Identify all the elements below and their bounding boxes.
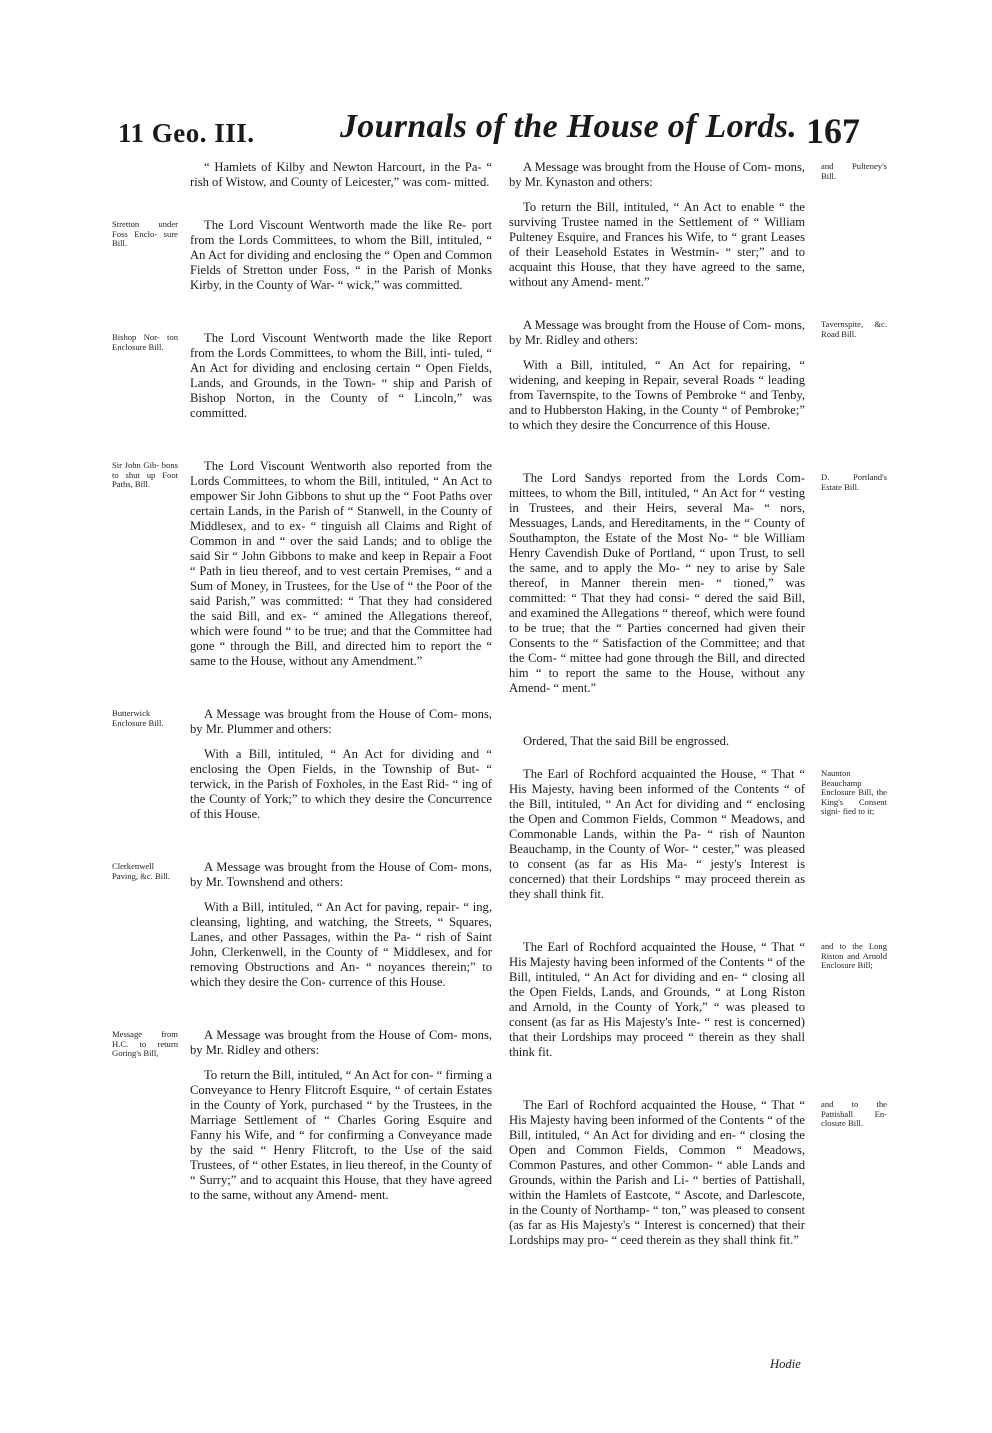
- margin-note: and to the Long Riston and Arnold Enclosure Bill;: [821, 941, 887, 971]
- entry-paragraph: The Earl of Rochford acquainted the House, “ That “ His Majesty having been informed of the Contents “ of the Bill, intituled, “ An Act for dividing and en- “ closing all the Open Fields, Lands, and Grounds, “ at Long Riston and Arnold, in the County of York,” “ was pleased to consent (as far as His Majesty's Inte- “ rest is concerned) that their Lordships may proceed “ therein as they shall think fit.: [509, 940, 805, 1059]
- entry-paragraph: The Lord Viscount Wentworth made the like Report from the Lords Committees, to whom the Bill, inti- tuled, “ An Act for dividing and enclosing certain “ Open Fields, Lands, and Grounds, in the Town- “ ship and Parish of Bishop Norton, in the County of “ Lincoln,” was committed.: [190, 331, 492, 420]
- journal-entry: [509, 734, 805, 749]
- margin-note: Stretton under Foss Enclo- sure Bill.: [112, 219, 178, 249]
- entry-paragraph: With a Bill, intituled, “ An Act for paving, repair- “ ing, cleansing, lighting, and watching, the Streets, “ Squares, Lanes, and other Passages, within the Pa- “ rish of Saint John, Clerkenwell, in the County of “ Middlesex, and for removing Obstructions and An- “ noyances therein;” to which they desire the Con- currence of this House.: [190, 900, 492, 989]
- catchword: Hodie: [770, 1357, 801, 1371]
- entry-paragraph: A Message was brought from the House of Com- mons, by Mr. Ridley and others:: [190, 1028, 492, 1057]
- margin-note: Tavernspite, &c. Road Bill.: [821, 319, 887, 339]
- journal-entry: [509, 1098, 887, 1248]
- entry-paragraph: The Earl of Rochford acquainted the House, “ That “ His Majesty having been informed of the Contents “ of the Bill, intituled, “ An Act for dividing and en- “ closing the Open and Common Fields, Common “ Meadows, Common Pastures, and other Common- “ able Lands and Grounds, within the Parish and Li- “ berties of Pattishall, within the Hamlets of Eastcote, “ Ascote, and Darlescote, in the County of Northamp- “ ton,” was pleased to consent (as far as His Majesty's “ Interest is concerned) that their Lordships may pro- “ ceed therein as they shall think fit.”: [509, 1098, 805, 1247]
- entry-paragraph: A Message was brought from the House of Com- mons, by Mr. Ridley and others:: [509, 318, 805, 347]
- page-number: 167: [806, 111, 860, 151]
- journal-entry: [112, 459, 492, 669]
- running-header: [0, 108, 992, 158]
- entry-paragraph: A Message was brought from the House of Com- mons, by Mr. Plummer and others:: [190, 707, 492, 736]
- margin-note: Naunton Beauchamp Enclosure Bill, the King's Consent signi- fied to it;: [821, 768, 887, 817]
- journal-entry: [112, 860, 492, 990]
- margin-note: Clerkenwell Paving, &c. Bill.: [112, 861, 171, 881]
- journal-title: Journals of the House of Lords.: [340, 108, 798, 145]
- margin-note: Message from H.C. to return Goring's Bill,: [112, 1029, 178, 1059]
- journal-entry: [509, 471, 887, 696]
- journal-entry: [112, 707, 492, 822]
- journal-entry: [190, 160, 492, 190]
- entry-paragraph: The Lord Viscount Wentworth made the like Re- port from the Lords Committees, to whom the Bill, intituled, “ An Act for dividing and enclosing the “ Open and Common Fields of Stretton under Foss, “ in the Parish of Monks Kirby, in the County of War- “ wick,” was committed.: [190, 218, 492, 292]
- entry-paragraph: “ Hamlets of Kilby and Newton Harcourt, in the Pa- “ rish of Wistow, and County of Leicester,” was com- mitted.: [190, 160, 492, 189]
- margin-note: and to the Pattishall En- closure Bill.: [821, 1099, 887, 1129]
- entry-paragraph: The Earl of Rochford acquainted the House, “ That “ His Majesty, having been informed of the Contents “ of the Bill, intituled, “ An Act for dividing and “ enclosing the Open and Common Fields, Common “ Meadows, and Commonable Lands, within the Pa- “ rish of Naunton Beauchamp, in the County of Wor- “ cester,” was pleased to consent (as far as His Ma- “ jesty's Interest is concerned) that their Lordships “ may proceed therein as they shall think fit.: [509, 767, 805, 901]
- entry-paragraph: A Message was brought from the House of Com- mons, by Mr. Kynaston and others:: [509, 160, 805, 189]
- entry-paragraph: A Message was brought from the House of Com- mons, by Mr. Townshend and others:: [190, 860, 492, 889]
- entry-paragraph: To return the Bill, intituled, “ An Act to enable “ the surviving Trustee named in the Settlement of “ William Pulteney Esquire, and Frances his Wife, to “ grant Leases of their Leasehold Estates in Westmin- “ ster;” and to acquaint this House, that they have agreed to the same, without any Amend- ment.”: [509, 200, 805, 289]
- margin-note: and Pulteney's Bill.: [821, 161, 887, 181]
- journal-entry: [112, 331, 492, 421]
- entry-paragraph: The Lord Sandys reported from the Lords Com- mittees, to whom the Bill, intituled, “ An Act for “ vesting in Trustees, and their Heirs, several Ma- “ nors, Messuages, Lands, and Hereditaments, in the “ County of Southampton, the Estate of the Most No- “ ble William Henry Cavendish Duke of Portland, “ upon Trust, to sell the same, and to apply the Mo- “ ney to arise by Sale thereof, in Manner therein men- “ tioned,” was committed: “ That they had consi- “ dered the said Bill, and examined the Allegations “ thereof, which were found to be true; that the “ Parties concerned had given their Consents to the “ Satisfaction of the Committee; and that the Com- “ mittee had gone through the Bill, and directed him “ to report the same to the House, without any Amend- “ ment.”: [509, 471, 805, 695]
- margin-note: Sir John Gib- bons to shut up Foot Paths, Bill.: [112, 460, 178, 490]
- journal-entry: [509, 940, 887, 1060]
- journal-entry: [509, 318, 887, 433]
- margin-note: D. Portland's Estate Bill.: [821, 472, 887, 492]
- entry-paragraph: With a Bill, intituled, “ An Act for dividing and “ enclosing the Open Fields, in the Township of But- “ terwick, in the Parish of Foxholes, in the East Rid- “ ing of the County of York;” to which they desire the Concurrence of this House.: [190, 747, 492, 821]
- right-column: [509, 160, 887, 1258]
- margin-note: Butterwick Enclosure Bill.: [112, 708, 164, 728]
- journal-entry: [112, 1028, 492, 1203]
- entry-paragraph: The Lord Viscount Wentworth also reported from the Lords Committees, to whom the Bill, intituled, “ An Act to empower Sir John Gibbons to shut up the “ Foot Paths over certain Lands, in the Parish of “ Stanwell, in the County of Middlesex, and to ex- “ tinguish all Claims and Right of Common in and “ over the said Lands; and to oblige the said Sir “ John Gibbons to make and keep in Repair a Foot “ Path in lieu thereof, and to vest certain Premises, “ and a Sum of Money, in Trustees, for the Use of “ the Poor of the said Parish,” was committed: “ That they had considered the said Bill, and ex- “ amined the Allegations thereof, which were found “ to be true; and that the Committee had gone “ through the Bill, and directed him to report the “ same to the House, without any Amendment.”: [190, 459, 492, 668]
- left-column: [112, 160, 492, 1213]
- regnal-year: 11 Geo. III.: [118, 118, 255, 148]
- entry-paragraph: With a Bill, intituled, “ An Act for repairing, “ widening, and keeping in Repair, several Roads “ leading from Tavernspite, to the Towns of Pembroke “ and Tenby, and to Hubberston Haking, in the County “ of Pembroke;” to which they desire the Concurrence of this House.: [509, 358, 805, 432]
- journal-entry: [509, 160, 887, 290]
- margin-note: Bishop Nor- ton Enclosure Bill.: [112, 332, 178, 352]
- journal-entry: [112, 218, 492, 293]
- journal-entry: [509, 767, 887, 902]
- entry-paragraph: To return the Bill, intituled, “ An Act for con- “ firming a Conveyance to Henry Flitcroft Esquire, “ of certain Estates in the County of York, purchased “ by the Trustees, in the Marriage Settlement of “ Charles Goring Esquire and Fanny his Wife, and “ for confirming a Conveyance made by the said “ Henry Flitcroft, to the Use of the said Trustees, of “ other Estates, in lieu thereof, in the County of “ Surry;” and to acquaint this House, that they have agreed to the same, without any Amend- ment.: [190, 1068, 492, 1202]
- order-paragraph: Ordered, That the said Bill be engrossed.: [523, 734, 730, 748]
